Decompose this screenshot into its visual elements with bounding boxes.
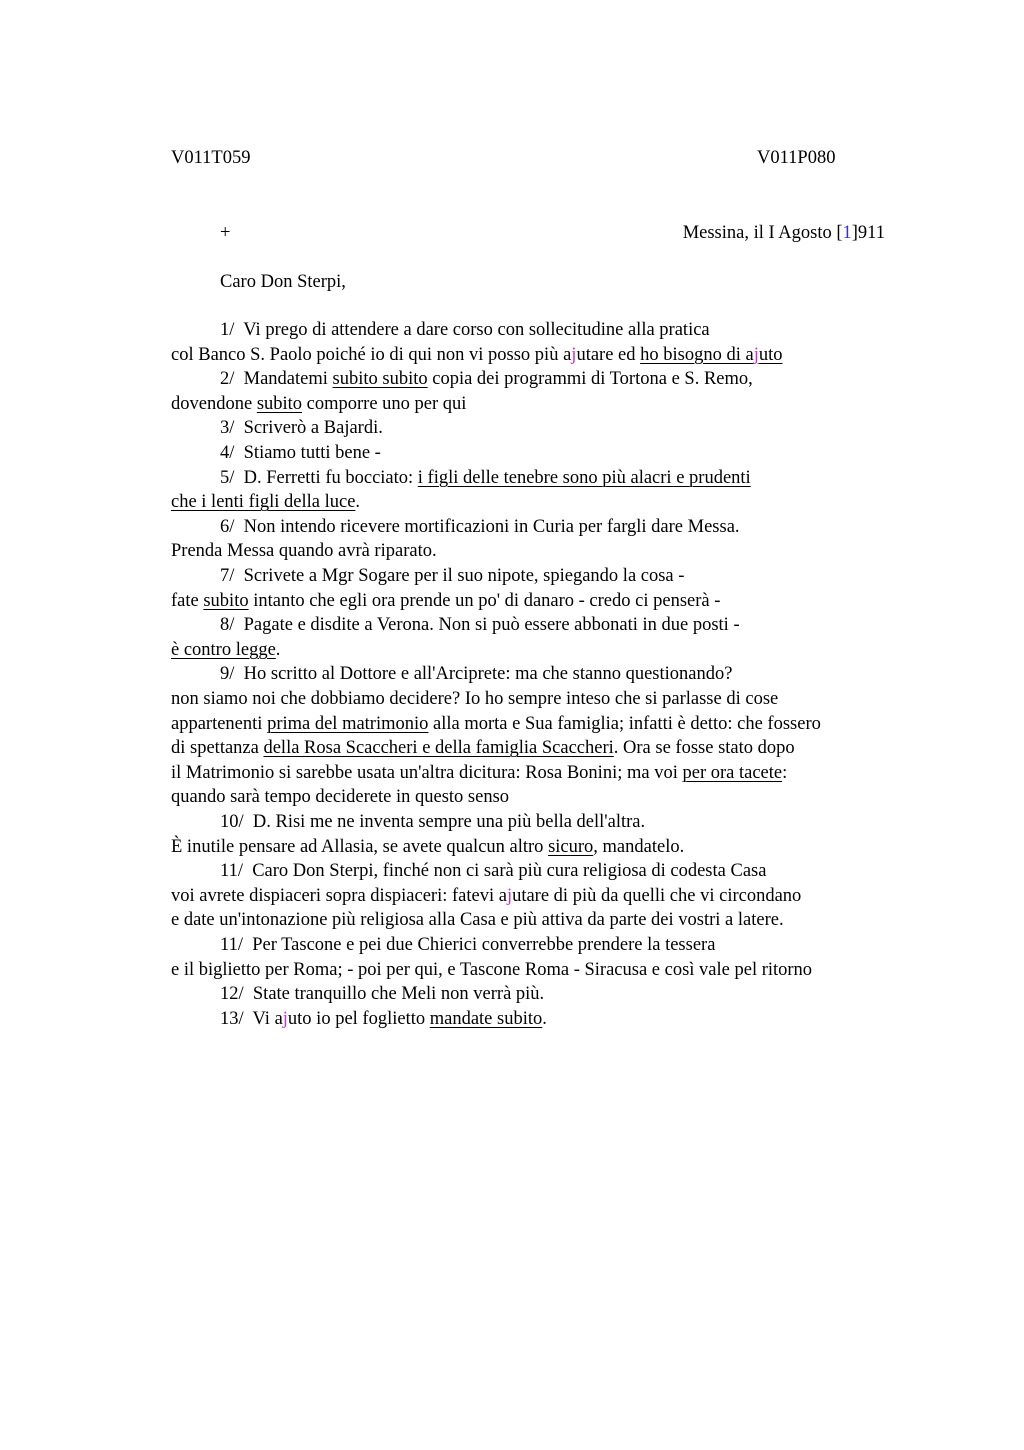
text-segment: voi avrete dispiaceri sopra dispiaceri: fatevi a bbox=[171, 885, 507, 906]
letter-line bbox=[171, 539, 437, 564]
text-segment: 2/ Mandatemi bbox=[220, 369, 333, 390]
text-segment: 6/ Non intendo ricevere mortificazioni in Curia per fargli dare Messa. bbox=[220, 516, 740, 537]
dateline-editorial-digit: 1 bbox=[842, 223, 852, 243]
text-segment: , mandatelo. bbox=[593, 836, 685, 857]
text-segment: che i lenti figli della luce bbox=[171, 492, 356, 513]
letter-line bbox=[171, 589, 720, 614]
text-segment: . bbox=[542, 1008, 547, 1029]
text-segment: . bbox=[355, 492, 361, 513]
letter-line bbox=[171, 761, 787, 786]
letter-line bbox=[220, 662, 732, 687]
text-segment: utare di più da quelli che vi circondano bbox=[512, 885, 802, 906]
text-segment: col Banco S. Paolo poiché io di qui non vi posso più a bbox=[171, 344, 572, 365]
text-segment: fate bbox=[171, 590, 204, 611]
letter-line bbox=[171, 835, 684, 860]
letter-line bbox=[171, 392, 466, 417]
letter-line bbox=[220, 318, 710, 343]
letter-line bbox=[220, 1007, 547, 1032]
letter-line bbox=[220, 859, 766, 884]
text-segment: j bbox=[282, 1008, 288, 1029]
text-segment: mandate subito bbox=[429, 1008, 543, 1029]
letter-line bbox=[171, 884, 801, 909]
text-segment: 7/ Scrivete a Mgr Sogare per il suo nipote, spiegando la cosa - bbox=[220, 566, 685, 586]
text-segment: i figli delle tenebre sono più alacri e prudenti bbox=[417, 467, 751, 488]
salutation: Caro Don Sterpi, bbox=[220, 272, 346, 292]
text-segment: non siamo noi che dobbiamo decidere? Io ho sempre inteso che si parlasse di cose bbox=[171, 689, 779, 709]
letter-line bbox=[171, 958, 812, 983]
letter-line bbox=[171, 638, 280, 663]
text-segment: j bbox=[753, 344, 759, 365]
text-segment: dovendone bbox=[171, 393, 257, 414]
letter-line bbox=[171, 908, 784, 933]
text-segment: uto io pel foglietto bbox=[287, 1008, 430, 1029]
letter-line bbox=[171, 785, 509, 810]
text-segment: comporre uno per qui bbox=[302, 393, 467, 414]
text-segment: È inutile pensare ad Allasia, se avete qualcun altro bbox=[171, 836, 549, 857]
text-segment: : bbox=[782, 762, 788, 783]
letter-line bbox=[171, 343, 782, 368]
cross-mark: + bbox=[220, 223, 231, 243]
text-segment: j bbox=[571, 344, 577, 365]
letter-line bbox=[220, 367, 753, 392]
text-segment: 8/ Pagate e disdite a Verona. Non si può essere abbonati in due posti - bbox=[220, 615, 740, 636]
letter-line bbox=[220, 613, 740, 638]
letter-line bbox=[220, 982, 544, 1007]
text-segment: sicuro bbox=[548, 836, 594, 857]
text-segment: prima del matrimonio bbox=[267, 713, 429, 734]
header-right-code: V011P080 bbox=[757, 148, 836, 168]
letter-line bbox=[220, 466, 751, 491]
text-segment: quando sarà tempo deciderete in questo senso bbox=[171, 787, 510, 808]
letter-line bbox=[220, 564, 684, 589]
text-segment: 5/ D. Ferretti fu bocciato: bbox=[220, 467, 418, 488]
text-segment: 10/ D. Risi me ne inventa sempre una più bella dell'altra. bbox=[220, 812, 646, 832]
text-segment: 12/ State tranquillo che Meli non verrà più. bbox=[220, 984, 545, 1005]
header-left-code: V011T059 bbox=[171, 148, 251, 168]
text-segment: è contro legge bbox=[171, 639, 276, 660]
text-segment: ho bisogno di a bbox=[640, 344, 754, 365]
text-segment: di spettanza bbox=[171, 738, 264, 759]
dateline-suffix: ]911 bbox=[851, 223, 885, 243]
text-segment: 9/ Ho scritto al Dottore e all'Arciprete: ma che stanno questionando? bbox=[220, 664, 733, 685]
text-segment: 11/ Caro Don Sterpi, finché non ci sarà più cura religiosa di codesta Casa bbox=[220, 861, 767, 882]
text-segment: subito bbox=[256, 393, 303, 414]
letter-line bbox=[171, 736, 795, 761]
letter-line bbox=[171, 490, 360, 515]
text-segment: copia dei programmi di Tortona e S. Remo, bbox=[427, 369, 753, 390]
text-segment: . bbox=[275, 639, 281, 660]
letter-line bbox=[171, 712, 821, 737]
letter-line bbox=[171, 687, 778, 712]
text-segment: subito bbox=[203, 590, 249, 611]
text-segment: 3/ Scriverò a Bajardi. bbox=[220, 418, 383, 439]
text-segment: il Matrimonio si sarebbe usata un'altra dicitura: Rosa Bonini; ma voi bbox=[171, 762, 683, 783]
letter-line bbox=[220, 441, 381, 466]
text-segment: 1/ Vi prego di attendere a dare corso con sollecitudine alla pratica bbox=[220, 320, 710, 340]
letter-line bbox=[220, 515, 740, 540]
letter-line bbox=[220, 810, 645, 835]
text-segment: per ora tacete bbox=[682, 762, 783, 783]
text-segment: intanto che egli ora prende un po' di danaro - credo ci penserà - bbox=[248, 590, 721, 611]
text-segment: j bbox=[506, 885, 513, 906]
dateline-prefix: Messina, il I Agosto [ bbox=[682, 223, 843, 243]
text-segment: 11/ Per Tascone e pei due Chierici converrebbe prendere la tessera bbox=[220, 935, 716, 955]
letter-line bbox=[220, 416, 383, 441]
dateline bbox=[683, 222, 885, 244]
text-segment: 13/ Vi a bbox=[220, 1008, 283, 1029]
text-segment: subito subito bbox=[332, 369, 428, 390]
text-segment: . Ora se fosse stato dopo bbox=[613, 738, 795, 759]
text-segment: alla morta e Sua famiglia; infatti è detto: che fossero bbox=[428, 713, 821, 734]
text-segment: 4/ Stiamo tutti bene - bbox=[220, 443, 381, 463]
text-segment: Prenda Messa quando avrà riparato. bbox=[171, 541, 437, 562]
text-segment: e date un'intonazione più religiosa alla Casa e più attiva da parte dei vostri a latere. bbox=[171, 910, 784, 931]
text-segment: uto bbox=[758, 344, 783, 365]
text-segment: e il biglietto per Roma; - poi per qui, e Tascone Roma - Siracusa e così vale pel ritorno bbox=[171, 959, 813, 980]
letter-line bbox=[220, 933, 715, 958]
text-segment: della Rosa Scaccheri e della famiglia Scaccheri bbox=[263, 738, 614, 759]
text-segment: appartenenti bbox=[171, 713, 268, 734]
text-segment: utare ed bbox=[576, 344, 641, 365]
